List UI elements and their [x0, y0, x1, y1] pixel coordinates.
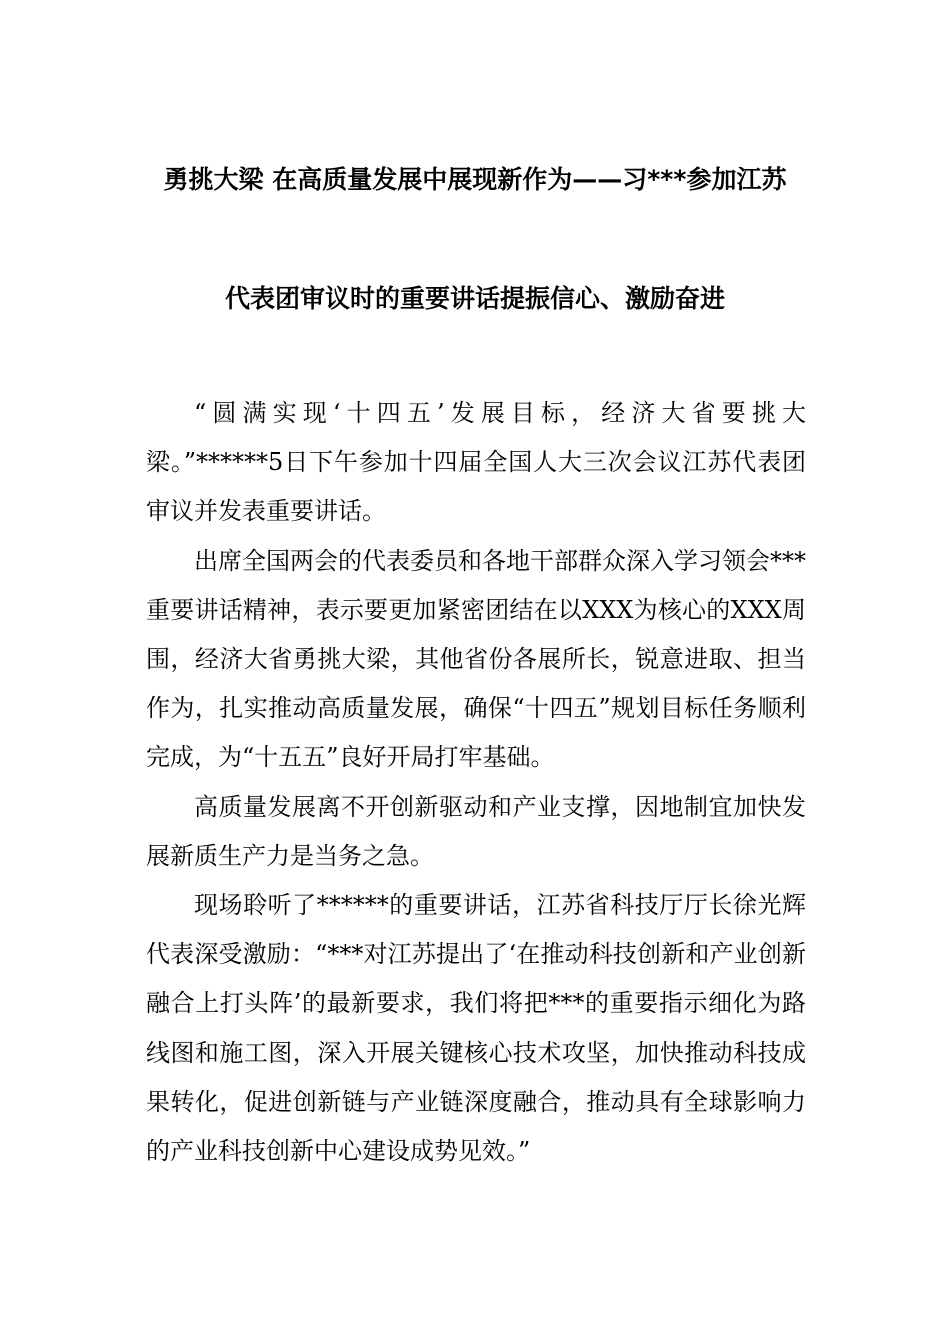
document-body: [146, 389, 806, 1176]
paragraph-3: 高质量发展离不开创新驱动和产业支撑，因地制宜加快发展新质生产力是当务之急。: [146, 792, 806, 870]
title-line-2: 代表团审议时的重要讲话提振信心、激励奋进: [224, 284, 725, 313]
paragraph-2: 出席全国两会的代表委员和各地干部群众深入学习领会***重要讲话精神，表示要更加紧密团结在以XXX为核心的XXX周围，经济大省勇挑大梁，其他省份各展所长，锐意进取、担当作为，扎实推动高质量发展，确保“十四五”规划目标任务顺利完成，为“十五五”良好开局打牢基础。: [146, 546, 806, 772]
paragraph-1: “圆满实现‘十四五’发展目标，经济大省要挑大梁。”******5日下午参加十四届全国人大三次会议江苏代表团审议并发表重要讲话。: [146, 399, 806, 526]
paragraph-4: 现场聆听了******的重要讲话，江苏省科技厅厅长徐光辉代表深受激励：“***对江苏提出了‘在推动科技创新和产业创新融合上打头阵’的最新要求，我们将把***的重要指示细化为路线图和施工图，深入开展关键核心技术攻坚，加快推动科技成果转化，促进创新链与产业链深度融合，推动具有全球影响力的产业科技创新中心建设成势见效。”: [146, 891, 806, 1166]
title-line-1: 勇挑大梁 在高质量发展中展现新作为——习***参加江苏: [163, 165, 787, 194]
